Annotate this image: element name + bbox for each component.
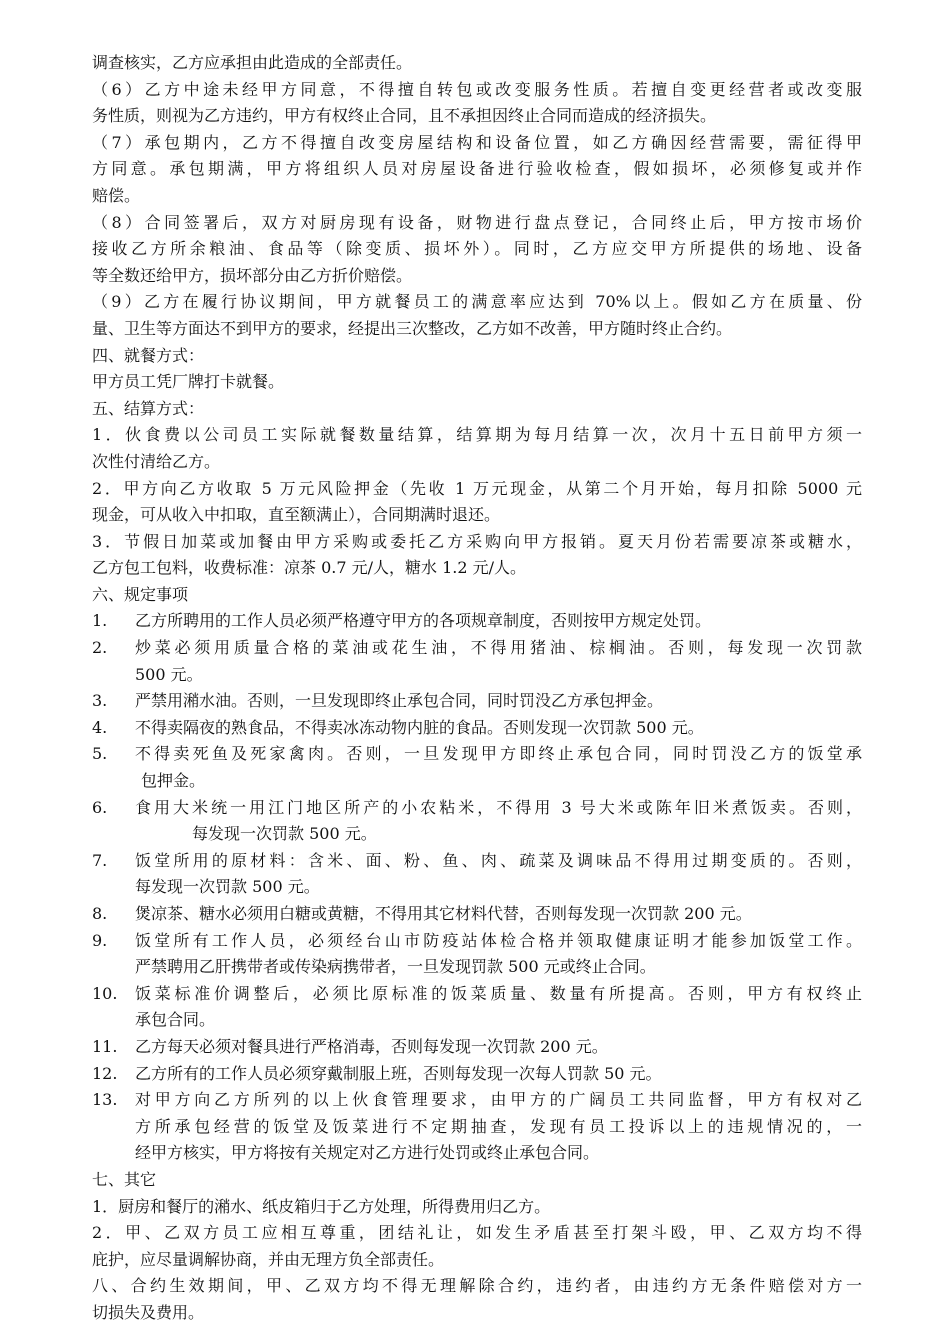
rule-number: 9. [92, 930, 108, 950]
section-heading-dining: 四、就餐方式： [92, 345, 205, 365]
rule-text: 不得卖死鱼及死家禽肉。否则，一旦发现甲方即终止承包合同，同时罚没乙方的饭堂承 [135, 744, 862, 764]
settlement-item-2-line: 现金，可从收入中扣取，直至额满止），合同期满时退还。 [92, 505, 501, 525]
rule-text: 包押金。 [141, 771, 206, 791]
rule-text: 500 元。 [135, 664, 203, 684]
rule-number: 3. [92, 691, 108, 711]
settlement-item-3-line: 乙方包工包料，收费标准：凉茶 0.7 元/人，糖水 1.2 元/人。 [92, 558, 527, 578]
rule-text: 经甲方核实，甲方将按有关规定对乙方进行处罚或终止承包合同。 [135, 1143, 600, 1163]
other-item-2-line: 2．甲、乙双方员工应相互尊重，团结礼让，如发生矛盾甚至打架斗殴，甲、乙双方均不得 [92, 1223, 862, 1243]
rule-text: 严禁聘用乙肝携带者或传染病携带者，一旦发现罚款 500 元或终止合同。 [135, 957, 656, 977]
other-item-2-line: 庇护，应尽量调解协商，并由无理方负全部责任。 [92, 1249, 445, 1269]
rule-item [92, 1034, 862, 1061]
rule-item [92, 1061, 862, 1088]
rule-number: 7. [92, 850, 108, 870]
rule-item [92, 715, 862, 742]
clause-9-line: （9）乙方在履行协议期间，甲方就餐员工的满意率应达到 70%以上。假如乙方在质量、份 [92, 292, 862, 312]
rule-number: 13. [92, 1090, 118, 1110]
rule-item [92, 635, 862, 688]
rule-text: 饭堂所用的原材料：含米、面、粉、鱼、肉、疏菜及调味品不得用过期变质的。否则， [135, 850, 862, 870]
rule-text: 乙方所聘用的工作人员必须严格遵守甲方的各项规章制度，否则按甲方规定处罚。 [135, 611, 712, 631]
rule-number: 12. [92, 1063, 118, 1083]
rule-number: 1. [92, 611, 108, 631]
clause-6-line: 务性质，则视为乙方违约，甲方有权终止合同，且不承担因终止合同而造成的经济损失。 [92, 106, 717, 126]
rule-number: 5. [92, 744, 108, 764]
rule-number: 8. [92, 904, 108, 923]
rule-item [92, 795, 862, 848]
rule-number: 4. [92, 717, 108, 737]
rule-text: 饭菜标准价调整后，必须比原标准的饭菜质量、数量有所提高。否则，甲方有权终止 [135, 983, 862, 1003]
section-effectivity-line: 八、合约生效期间，甲、乙双方均不得无理解除合约，违约者，由违约方无条件赔偿对方一 [92, 1276, 862, 1296]
rule-text: 不得卖隔夜的熟食品，不得卖冰冻动物内脏的食品。否则发现一次罚款 500 元。 [135, 717, 704, 737]
settlement-item-1-line: 1．伙食费以公司员工实际就餐数量结算，结算期为每月结算一次，次月十五日前甲方须一 [92, 425, 862, 445]
settlement-item-1-line: 次性付清给乙方。 [92, 451, 221, 471]
rule-text: 乙方所有的工作人员必须穿戴制服上班，否则每发现一次每人罚款 50 元。 [135, 1063, 662, 1083]
rule-item [92, 981, 862, 1034]
rule-item [92, 741, 862, 794]
clause-9-line: 量、卫生等方面达不到甲方的要求，经提出三次整改，乙方如不改善，甲方随时终止合约。 [92, 318, 733, 338]
rule-text: 每发现一次罚款 500 元。 [135, 877, 320, 897]
clause-6-line: （6）乙方中途未经甲方同意，不得擅自转包或改变服务性质。若擅自变更经营者或改变服 [92, 79, 862, 99]
rule-text: 饭堂所有工作人员，必须经台山市防疫站体检合格并领取健康证明才能参加饭堂工作。 [135, 930, 862, 950]
clause-7-line: （7）承包期内，乙方不得擅自改变房屋结构和设备位置，如乙方确因经营需要，需征得甲 [92, 132, 862, 152]
rule-text: 每发现一次罚款 500 元。 [192, 824, 377, 844]
rule-text: 严禁用潲水油。否则，一旦发现即终止承包合同，同时罚没乙方承包押金。 [135, 691, 664, 711]
rule-item [92, 608, 862, 635]
dining-text: 甲方员工凭厂牌打卡就餐。 [92, 372, 285, 392]
rule-number: 2. [92, 638, 108, 658]
section-heading-other: 七、其它 [92, 1169, 157, 1189]
rule-item [92, 901, 862, 928]
section-heading-rules: 六、规定事项 [92, 584, 189, 604]
rule-item [92, 688, 862, 715]
clause-8-line: 接收乙方所余粮油、食品等（除变质、损坏外）。同时，乙方应交甲方所提供的场地、设备 [92, 239, 862, 259]
clause-7-line: 方同意。承包期满，甲方将组织人员对房屋设备进行验收检查，假如损坏，必须修复或并作 [92, 159, 862, 179]
settlement-item-3-line: 3．节假日加菜或加餐由甲方采购或委托乙方采购向甲方报销。夏天月份若需要凉茶或糖水， [92, 531, 862, 551]
rule-text: 方所承包经营的饭堂及饭菜进行不定期抽查，发现有员工投诉以上的违规情况的，一 [135, 1116, 862, 1136]
rule-item [92, 928, 862, 981]
section-heading-settlement: 五、结算方式： [92, 398, 205, 418]
rule-item [92, 848, 862, 901]
clause-7-line: 赔偿。 [92, 185, 141, 205]
text-line: 调查核实，乙方应承担由此造成的全部责任。 [92, 53, 413, 72]
clause-8-line: （8）合同签署后，双方对厨房现有设备，财物进行盘点登记，合同终止后，甲方按市场价 [92, 212, 862, 232]
rule-text: 煲凉茶、糖水必须用白糖或黄糖，不得用其它材料代替，否则每发现一次罚款 200 元。 [135, 904, 752, 923]
section-effectivity-line: 切损失及费用。 [92, 1302, 205, 1322]
settlement-item-2-line: 2．甲方向乙方收取 5 万元风险押金（先收 1 万元现金，从第二个月开始，每月扣除 5000 元 [92, 478, 862, 498]
rule-text: 对甲方向乙方所列的以上伙食管理要求，由甲方的广阔员工共同监督，甲方有权对乙 [135, 1090, 862, 1110]
rule-number: 11. [92, 1036, 118, 1056]
rule-text: 承包合同。 [135, 1010, 216, 1030]
rule-text: 乙方每天必须对餐具进行严格消毒，否则每发现一次罚款 200 元。 [135, 1036, 608, 1056]
other-item-1-line: 1．厨房和餐厅的潲水、纸皮箱归于乙方处理，所得费用归乙方。 [92, 1196, 551, 1216]
clause-8-line: 等全数还给甲方，损坏部分由乙方折价赔偿。 [92, 265, 413, 285]
rule-number: 6. [92, 797, 108, 817]
rule-text: 食用大米统一用江门地区所产的小农粘米，不得用 3 号大米或陈年旧米煮饭卖。否则， [135, 797, 862, 817]
rule-text: 炒菜必须用质量合格的菜油或花生油，不得用猪油、棕榈油。否则，每发现一次罚款 [135, 638, 862, 658]
rule-number: 10. [92, 983, 118, 1003]
rule-item [92, 1087, 862, 1167]
